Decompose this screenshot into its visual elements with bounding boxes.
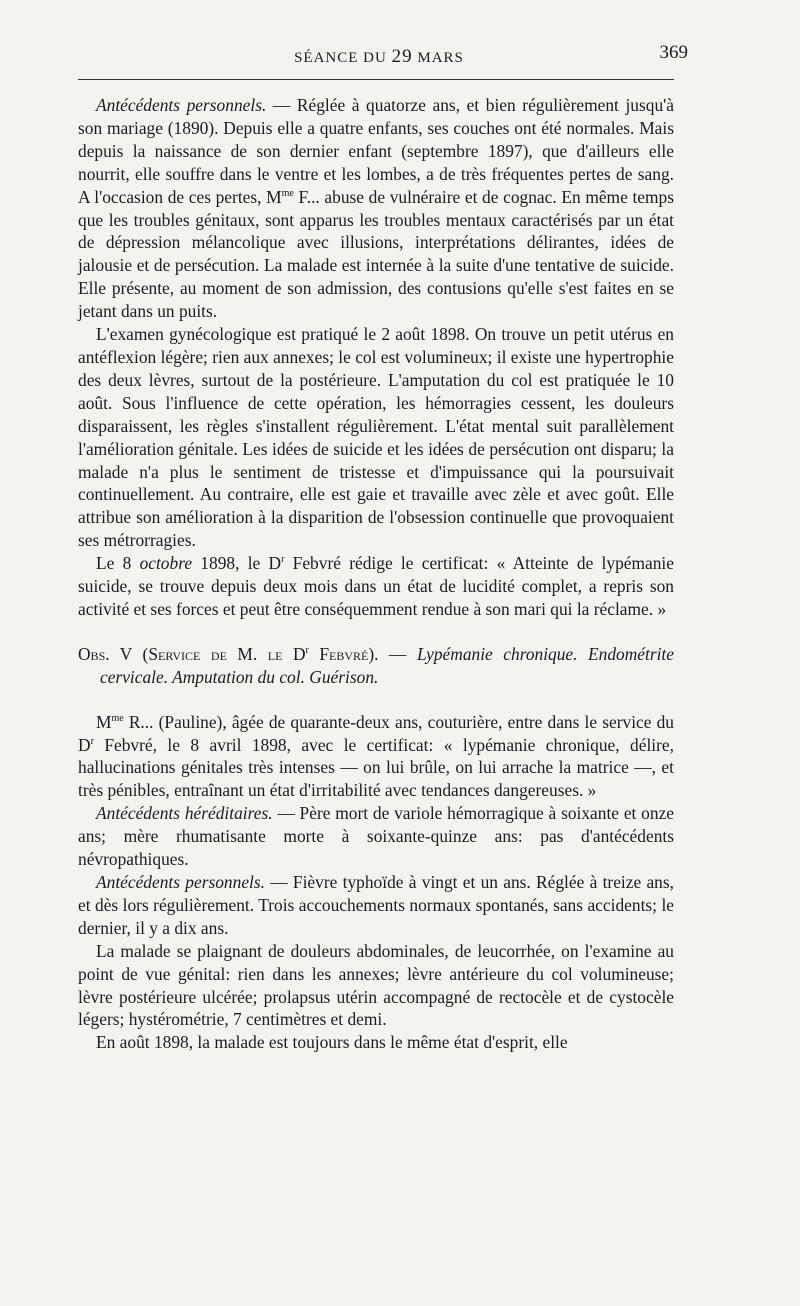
paragraph bbox=[78, 802, 674, 871]
paragraph: En août 1898, la malade est toujours dans le même état d'esprit, elle bbox=[96, 1032, 568, 1053]
superscript: me bbox=[281, 187, 294, 199]
paragraph-text: — Fièvre typhoïde à vingt et un ans. Réglée à treize ans, et dès lors régulièrement. Trois accouchements normaux spontanés, sans accidents; le dernier, il y a dix ans. bbox=[78, 872, 674, 938]
obs-title: Lypémanie chronique. Endométrite cervicale. Amputation du col. Guérison. bbox=[100, 643, 674, 687]
running-head-date: 29 bbox=[391, 46, 413, 67]
paragraph-text: — Père mort de variole hémorragique à soixante et onze ans; mère rhumatisante morte à soixante-quinze ans: pas d'antécédents névropathiques. bbox=[78, 803, 675, 870]
paragraph-text: Le 8 bbox=[96, 553, 140, 574]
paragraph-text: 1898, le D bbox=[192, 553, 282, 574]
paragraph-text: Febvré, le 8 avril 1898, avec le certificat: « lypémanie chronique, délire, hallucinations génitales très intenses — on lui brûle, on lui arrache la matrice —, et très pénibles, entraînant un état d'irritabilité avec tendances dangereuses. » bbox=[78, 734, 674, 801]
section-label: Antécédents héréditaires. bbox=[96, 803, 273, 824]
paragraph: L'examen gynécologique est pratiqué le 2 août 1898. On trouve un petit utérus en antéflexion légère; rien aux annexes; le col est volumineux; il existe une hypertrophie des deux lèvres, surtout de la postérieure. L'amputation du col est pratiquée le 10 août. Sous l'influence de cette opération, les hémorragies cessent, les douleurs disparaissent, les règles s'installent régulièrement. L'état mental suit parallèlement l'amélioration génitale. Les idées de suicide et les idées de persécution ont disparu; la malade n'a plus le sentiment de tristesse et d'impuissance qui la poursuivait continuellement. Au contraire, elle est gaie et travaille avec zèle et avec goût. Elle attribue son amélioration à la disparition de l'obsession continuelle que provoquaient ses métrorragies. bbox=[78, 324, 674, 551]
obs-separator: ). — bbox=[368, 643, 417, 664]
running-head bbox=[78, 46, 680, 68]
paragraph-text: F... abuse de vulnéraire et de cognac. En même temps que les troubles génitaux, sont apparus les troubles mentaux caractérisés par un état de dépression mélancolique avec illusions, interprétations délirantes, idées de jalousie et de persécution. La malade est internée à la suite d'une tentative de suicide. Elle présente, au moment de son admission, des contusions qu'elle s'est faites en se jetant dans un puits. bbox=[78, 186, 674, 322]
header-rule bbox=[78, 79, 674, 80]
paragraph bbox=[78, 871, 674, 940]
observation-heading bbox=[78, 643, 674, 689]
paragraph bbox=[78, 552, 674, 621]
paragraph bbox=[78, 94, 674, 323]
spacer bbox=[78, 689, 674, 711]
superscript: r bbox=[305, 645, 309, 657]
paragraph-text: M bbox=[96, 711, 112, 732]
running-head-text: SÉANCE DU bbox=[294, 50, 392, 66]
section-label: Antécédents personnels. bbox=[96, 872, 265, 892]
obs-doctor: Febvré bbox=[308, 643, 369, 664]
superscript: r bbox=[281, 554, 285, 566]
superscript: me bbox=[111, 712, 124, 724]
paragraph-text: R... (Pauline), âgée de quarante-deux ans, couturière, entre dans le service du D bbox=[78, 711, 674, 755]
spacer bbox=[78, 621, 674, 643]
section-label: Antécédents personnels. bbox=[96, 95, 267, 115]
paragraph: La malade se plaignant de douleurs abdominales, de leucorrhée, on l'examine au point de vue génital: rien dans les annexes; lèvre antérieure du col volumineuse; lèvre postérieure ulcérée; prolapsus utérin accompagné de rectocèle et de cystocèle légers; hystérométrie, 7 centimètres et demi. bbox=[78, 940, 674, 1030]
page-header bbox=[78, 38, 688, 68]
running-head-month: MARS bbox=[412, 50, 464, 66]
italic-date: octobre bbox=[139, 553, 193, 574]
paragraph-text: — Réglée à quatorze ans, et bien régulièrement jusqu'à son mariage (1890). Depuis elle a quatre enfants, ses couches ont été normales. Mais depuis la naissance de son dernier enfant (septembre 1897), que d'ailleurs elle nourrit, elle souffre dans le ventre et les lombes, a de très fréquentes pertes de sang. A l'occasion de ces pertes, M bbox=[78, 95, 674, 207]
paragraph bbox=[78, 711, 674, 803]
page-number: 369 bbox=[659, 42, 688, 63]
body-text bbox=[78, 94, 674, 1054]
obs-label: Obs. V (Service de M. le D bbox=[78, 643, 306, 664]
paragraph-text: Febvré rédige le certificat: « Atteinte de lypémanie suicide, se trouve depuis deux mois dans un état de lucidité complet, a repris son activité et ses forces et peut être conséquemment rendue à son mari qui la réclame. » bbox=[78, 553, 674, 619]
superscript: r bbox=[90, 735, 94, 747]
